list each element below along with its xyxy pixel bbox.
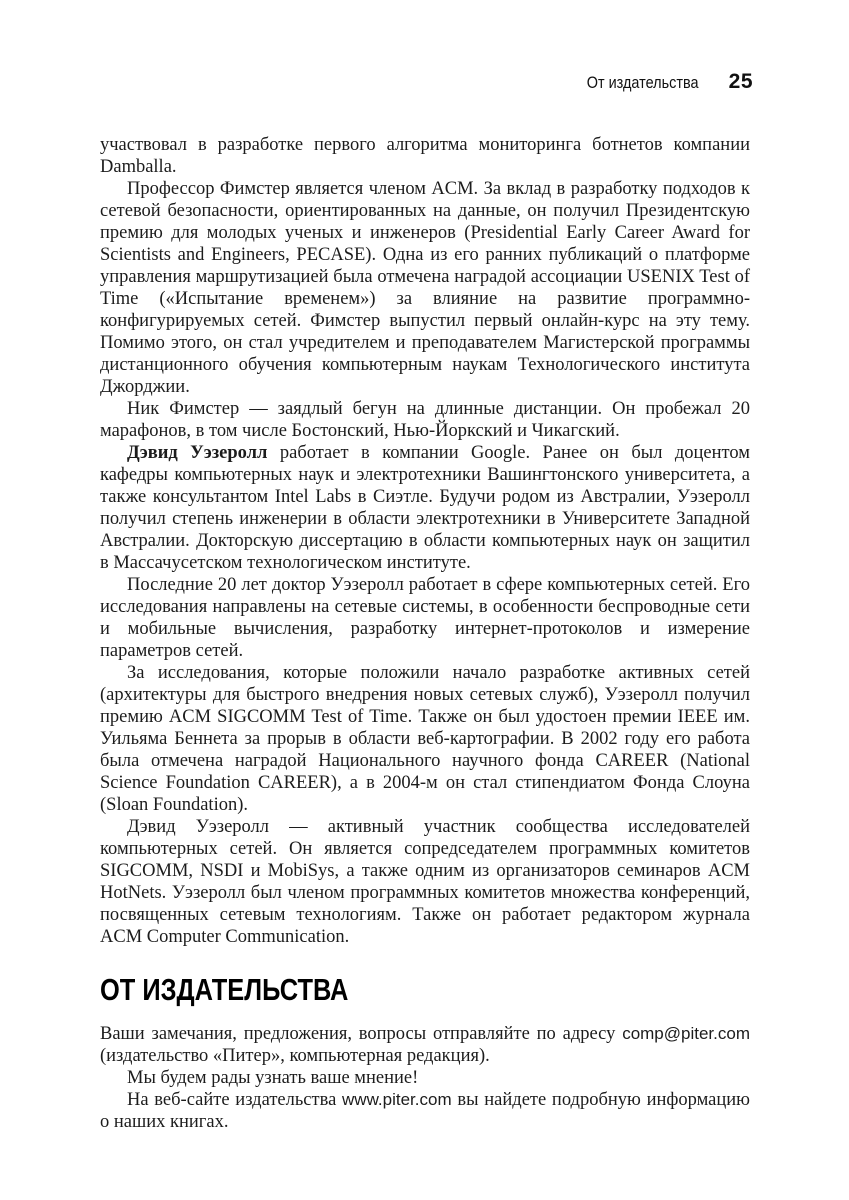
paragraph-wetherall-awards [100, 662, 750, 816]
text-run: Дэвид Уэзеролл — активный участник сообщества исследователей компьютерных сетей. Он является сопредседателем программных комитетов SIGCOMM, NSDI и MobiSys, а также одним из организаторов семинаров ACM HotNets. Уэзеролл был членом программных комитетов множества конференций, посвященных сетевым технологиям. Также он работает редактором журнала ACM Computer Communication. [100, 817, 750, 947]
text-column [100, 134, 750, 1133]
text-run: На веб-сайте издательства [127, 1090, 343, 1110]
text-run: участвовал в разработке первого алгоритма мониторинга ботнетов компании Damballa. [100, 135, 750, 177]
text-run: вы найдете подробную информацию о наших книгах. [100, 1090, 751, 1132]
text-run: (издательство «Питер», компьютерная редакция). [100, 1046, 490, 1066]
running-header [567, 70, 753, 94]
email-address: comp@piter.com [622, 1024, 750, 1043]
paragraph-damballa [100, 134, 750, 178]
running-title: От издательства [586, 73, 699, 92]
page-number: 25 [728, 70, 753, 93]
text-run: Профессор Фимстер является членом ACM. За вклад в разработку подходов к сетевой безопасности, ориентированных на данные, он получил Президентскую премию для молодых ученых и инженеров (Presidential Early Career Award for Scientists and Engineers, PECASE). Одна из его ранних публикаций о платформе управления маршрутизацией была отмечена наградой ассоциации USENIX Test of Time («Испытание временем») за влияние на развитие программно-конфигурируемых сетей. Фимстер выпустил первый онлайн-курс на эту тему. Помимо этого, он стал учредителем и преподавателем Магистерской программы дистанционного обучения компьютерным наукам Технологического института Джорджии. [100, 179, 750, 397]
paragraph-publisher-website [100, 1089, 750, 1133]
text-run: Ник Фимстер — заядлый бегун на длинные дистанции. Он пробежал 20 марафонов, в том числе Бостонский, Нью-Йоркский и Чикагский. [100, 399, 750, 441]
paragraph-publisher-contact [100, 1023, 750, 1067]
paragraph-feamster-runner [100, 398, 750, 442]
text-run: Последние 20 лет доктор Уэзеролл работает в сфере компьютерных сетей. Его исследования направлены на сетевые системы, в особенности беспроводные сети и мобильные вычисления, разработку интернет-протоколов и измерение параметров сетей. [100, 575, 750, 661]
text-run: За исследования, которые положили начало разработке активных сетей (архитектуры для быстрого внедрения новых сетевых служб), Уэзеролл получил премию ACM SIGCOMM Test of Time. Также он был удостоен премии IEEE им. Уильяма Беннета за прорыв в области веб-картографии. В 2002 году его работа была отмечена наградой Национального научного фонда CAREER (National Science Foundation CAREER), а в 2004-м он стал стипендиатом Фонда Слоуна (Sloan Foundation). [100, 663, 750, 815]
text-run: Ваши замечания, предложения, вопросы отправляйте по адресу [100, 1024, 623, 1044]
paragraph-wetherall-research [100, 574, 750, 662]
paragraph-wetherall-community [100, 816, 750, 948]
author-name-bold: Дэвид Уэзеролл [127, 443, 268, 463]
paragraph-publisher-opinion [100, 1067, 750, 1089]
text-run: работает в компании Google. Ранее он был доцентом кафедры компьютерных наук и электротехники Вашингтонского университета, а также консультантом Intel Labs в Сиэтле. Будучи родом из Австралии, Уэзеролл получил степень инженерии в области электротехники в Университете Западной Австралии. Докторскую диссертацию в области компьютерных наук он защитил в Массачусетском технологическом институте. [100, 443, 750, 573]
text-run: Мы будем рады узнать ваше мнение! [127, 1068, 419, 1088]
paragraph-feamster-acm [100, 178, 750, 398]
paragraph-wetherall-intro [100, 442, 750, 574]
website-url: www.piter.com [342, 1090, 452, 1109]
section-heading: ОТ ИЗДАТЕЛЬСТВА [100, 972, 349, 1007]
